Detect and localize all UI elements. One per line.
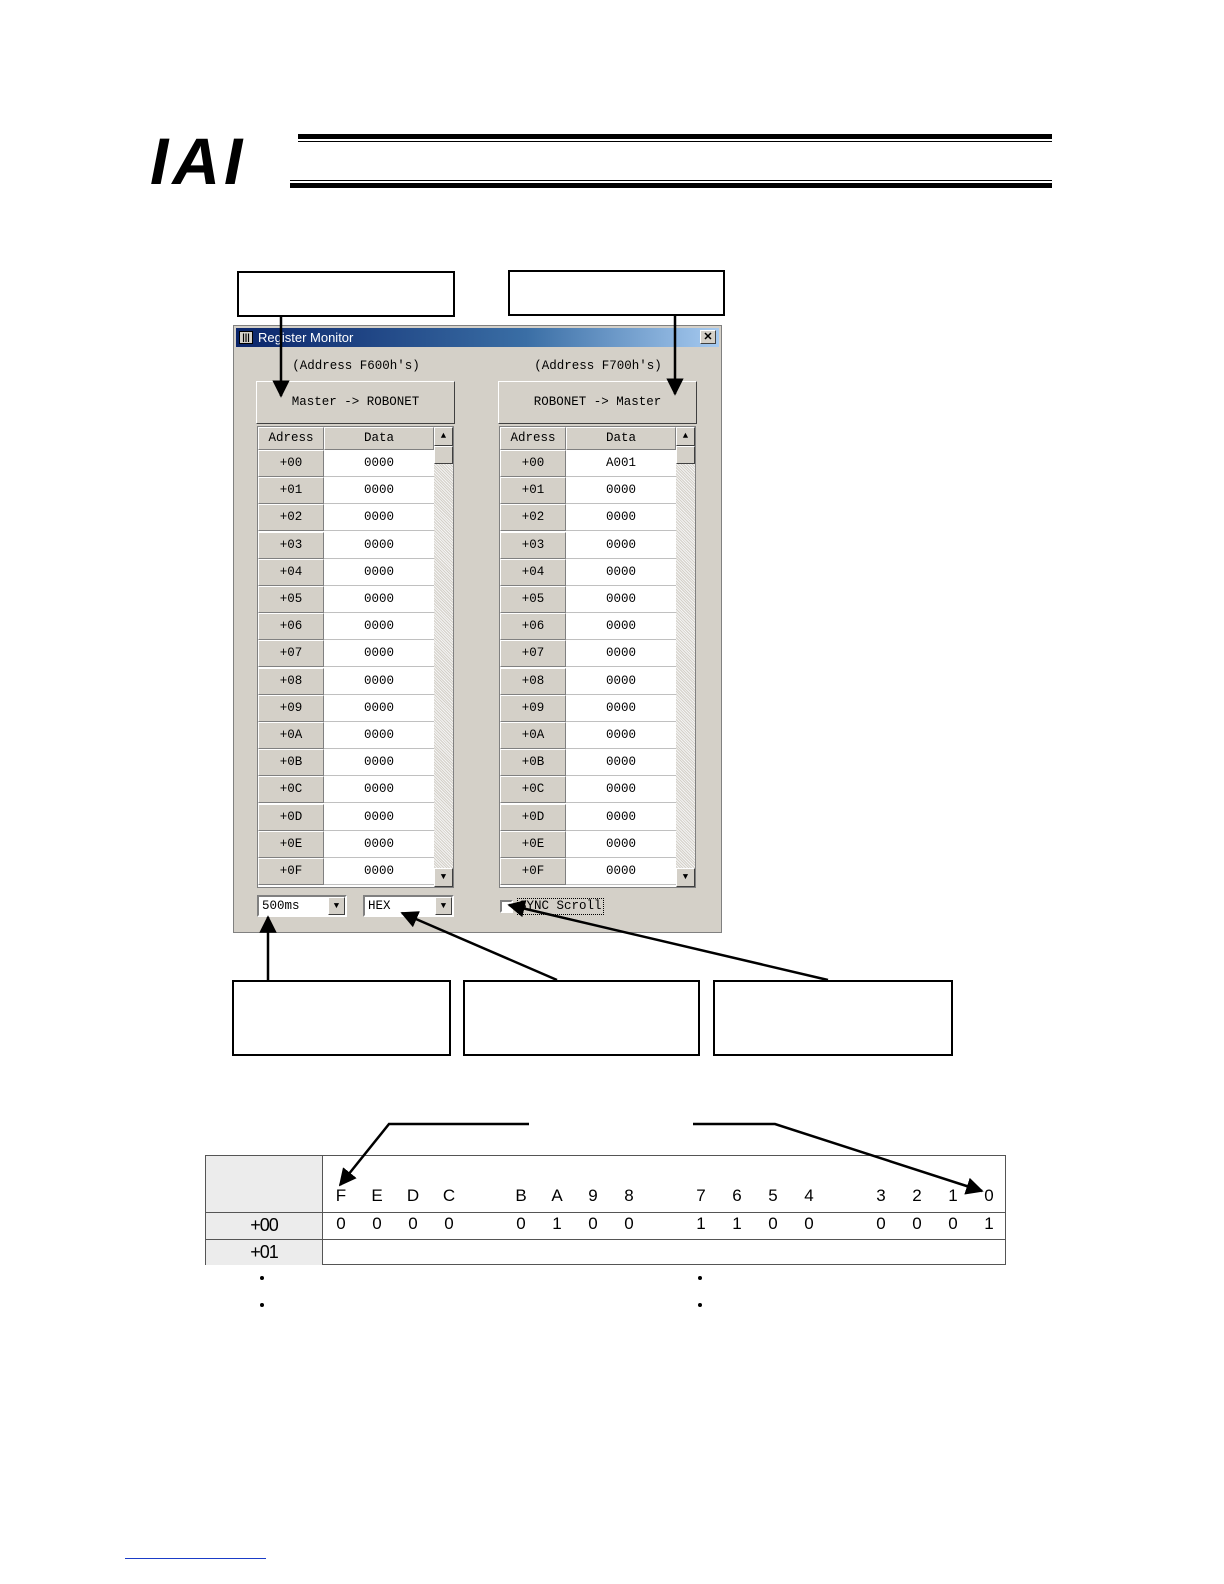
master-to-robonet-button[interactable]: Master -> ROBONET	[256, 381, 455, 424]
row-data-cell[interactable]: 0000	[566, 477, 676, 504]
row-data-cell[interactable]: 0000	[566, 504, 676, 531]
row-data-cell[interactable]: 0000	[566, 831, 676, 858]
row-address-cell: +08	[258, 668, 324, 695]
row-data-cell[interactable]: 0000	[324, 640, 434, 667]
row-data-cell[interactable]: 0000	[566, 532, 676, 559]
row-address-cell: +0B	[500, 749, 566, 776]
bit-value: 0	[948, 1214, 958, 1233]
row-data-cell[interactable]: 0000	[324, 450, 434, 477]
bit-label: 5	[768, 1186, 778, 1205]
bit-label: 0	[984, 1186, 994, 1205]
bit-label: 2	[912, 1186, 922, 1205]
scroll-down-arrow-icon[interactable]: ▼	[676, 868, 695, 887]
row-data-cell[interactable]: 0000	[324, 586, 434, 613]
iai-logo: IAI	[150, 124, 247, 198]
left-col-address-header: Adress	[258, 427, 324, 450]
row-data-cell[interactable]: 0000	[324, 776, 434, 803]
bit-value: 0	[444, 1214, 454, 1233]
row-address-cell: +0E	[258, 831, 324, 858]
row-address-cell: +01	[500, 477, 566, 504]
bit-label: 7	[696, 1186, 706, 1205]
bit-value: 0	[408, 1214, 418, 1233]
bit-value: 1	[984, 1214, 994, 1233]
bit-value: 0	[624, 1214, 634, 1233]
row-data-cell[interactable]: 0000	[566, 722, 676, 749]
row-data-cell[interactable]: 0000	[566, 668, 676, 695]
row-address-cell: +04	[258, 559, 324, 586]
left-address-label: (Address F600h's)	[292, 359, 420, 373]
row-data-cell[interactable]: 0000	[324, 613, 434, 640]
row-data-cell[interactable]: 0000	[324, 858, 434, 885]
row-address-cell: +05	[258, 586, 324, 613]
row-address-cell: +0D	[258, 804, 324, 831]
bit-label: 6	[732, 1186, 742, 1205]
arrow-to-bit-f	[340, 1124, 529, 1185]
bit-label: E	[371, 1186, 383, 1205]
row-address-cell: +0F	[258, 858, 324, 885]
robonet-to-master-button[interactable]: ROBONET -> Master	[498, 381, 697, 424]
bit-value: 1	[696, 1214, 706, 1233]
row-address-cell: +04	[500, 559, 566, 586]
bit-label: 4	[804, 1186, 814, 1205]
row-address-cell: +0E	[500, 831, 566, 858]
row-data-cell[interactable]: 0000	[324, 668, 434, 695]
bit-value: 0	[588, 1214, 598, 1233]
row-data-cell[interactable]: 0000	[566, 858, 676, 885]
row-address-cell: +08	[500, 668, 566, 695]
row-data-cell[interactable]: 0000	[324, 831, 434, 858]
row-data-cell[interactable]: 0000	[324, 695, 434, 722]
bit-label: C	[442, 1186, 456, 1205]
row-address-cell: +0A	[258, 722, 324, 749]
bit-label: A	[551, 1186, 563, 1205]
row-data-cell[interactable]: 0000	[324, 532, 434, 559]
chevron-down-icon[interactable]: ▼	[328, 897, 345, 915]
row-data-cell[interactable]: 0000	[566, 804, 676, 831]
bit-label: 3	[876, 1186, 886, 1205]
row-data-cell[interactable]: 0000	[324, 804, 434, 831]
right-address-label: (Address F700h's)	[534, 359, 662, 373]
row-address-cell: +03	[258, 532, 324, 559]
row-data-cell[interactable]: 0000	[566, 613, 676, 640]
right-col-address-header: Adress	[500, 427, 566, 450]
bit-value: 1	[552, 1214, 562, 1233]
row-data-cell[interactable]: 0000	[566, 749, 676, 776]
row-data-cell[interactable]: 0000	[566, 695, 676, 722]
row-address-cell: +01	[258, 477, 324, 504]
scroll-up-arrow-icon[interactable]: ▲	[676, 427, 695, 446]
row-address-cell: +07	[258, 640, 324, 667]
row-data-cell[interactable]: 0000	[566, 586, 676, 613]
bit-label: 1	[948, 1186, 958, 1205]
bit-label: B	[515, 1186, 527, 1205]
row-address-cell: +00	[500, 450, 566, 477]
row-data-cell[interactable]: 0000	[566, 559, 676, 586]
bit-label: F	[335, 1186, 347, 1205]
bit-value: 0	[804, 1214, 814, 1233]
bit-value: 0	[336, 1214, 346, 1233]
row-data-cell[interactable]: 0000	[324, 477, 434, 504]
left-col-data-header: Data	[324, 427, 434, 450]
row-address-cell: +06	[258, 613, 324, 640]
row-data-cell[interactable]: 0000	[324, 749, 434, 776]
bit-label: 8	[624, 1186, 634, 1205]
row-address-cell: +0D	[500, 804, 566, 831]
grid-icon: |||	[239, 331, 253, 344]
scroll-up-arrow-icon[interactable]: ▲	[434, 427, 453, 446]
window-title: Register Monitor	[258, 330, 354, 345]
row-data-cell[interactable]: 0000	[324, 722, 434, 749]
row-data-cell[interactable]: 0000	[566, 776, 676, 803]
row-data-cell[interactable]: 0000	[324, 559, 434, 586]
row-address-cell: +0C	[500, 776, 566, 803]
row-address-cell: +0C	[258, 776, 324, 803]
row-data-cell[interactable]: 0000	[324, 504, 434, 531]
bit-label: D	[406, 1186, 420, 1205]
bit-value: 0	[372, 1214, 382, 1233]
bit-table-row-addr: +00	[206, 1212, 323, 1239]
row-address-cell: +05	[500, 586, 566, 613]
row-address-cell: +02	[500, 504, 566, 531]
row-address-cell: +0F	[500, 858, 566, 885]
bit-table-row-addr: +01	[206, 1239, 323, 1265]
row-address-cell: +0A	[500, 722, 566, 749]
row-address-cell: +07	[500, 640, 566, 667]
arrow-to-bit-0	[693, 1124, 982, 1191]
close-icon: ✕	[703, 331, 713, 343]
row-address-cell: +0B	[258, 749, 324, 776]
bit-value: 0	[768, 1214, 778, 1233]
row-address-cell: +03	[500, 532, 566, 559]
footer-link-underline[interactable]	[125, 1558, 266, 1559]
bit-value: 0	[912, 1214, 922, 1233]
arrow-to-format-select	[402, 913, 557, 980]
scroll-down-arrow-icon[interactable]: ▼	[434, 868, 453, 887]
row-address-cell: +09	[500, 695, 566, 722]
row-address-cell: +06	[500, 613, 566, 640]
right-col-data-header: Data	[566, 427, 676, 450]
interval-select-value: 500ms	[262, 899, 300, 913]
format-select-value: HEX	[368, 899, 391, 913]
row-address-cell: +09	[258, 695, 324, 722]
row-address-cell: +02	[258, 504, 324, 531]
row-data-cell[interactable]: 0000	[566, 640, 676, 667]
arrow-to-sync-scroll	[509, 905, 828, 980]
row-address-cell: +00	[258, 450, 324, 477]
bit-label: 9	[588, 1186, 598, 1205]
row-data-cell[interactable]: A001	[566, 450, 676, 477]
sync-scroll-label[interactable]: SYNC Scroll	[519, 899, 602, 913]
bit-value: 1	[732, 1214, 742, 1233]
bit-value: 0	[516, 1214, 526, 1233]
chevron-down-icon[interactable]: ▼	[435, 897, 452, 915]
bit-value: 0	[876, 1214, 886, 1233]
